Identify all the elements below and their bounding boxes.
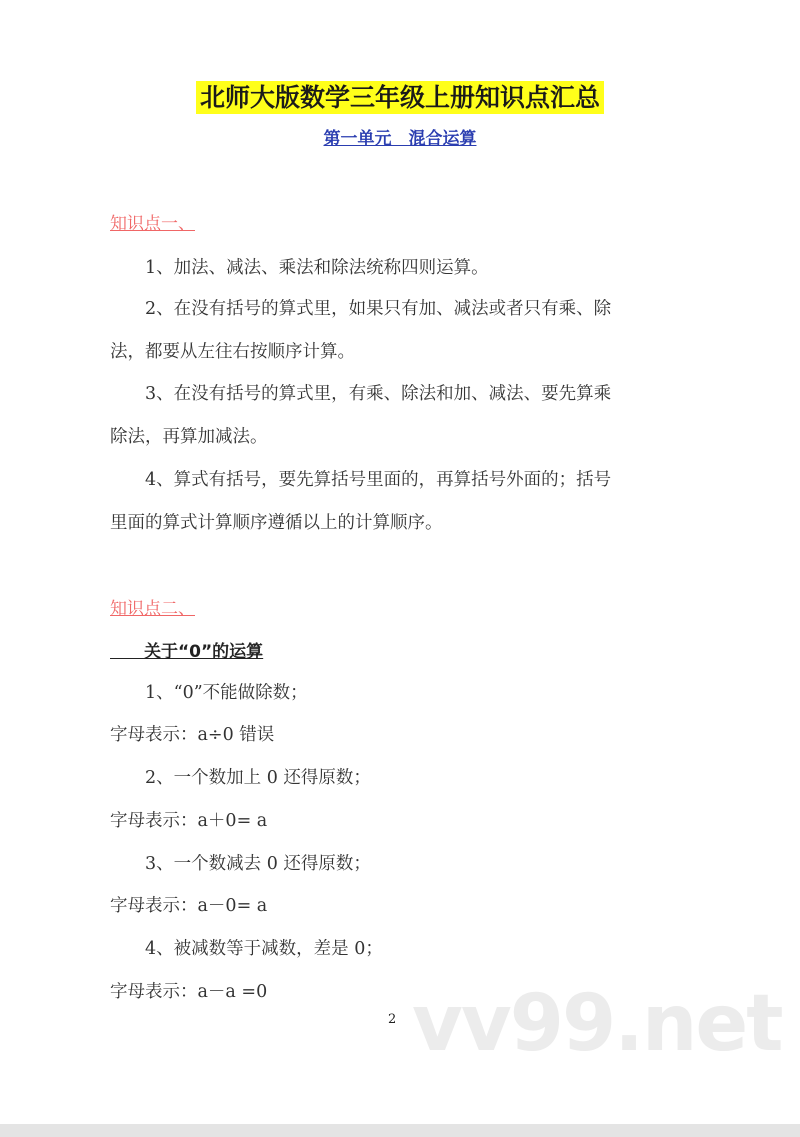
paragraph-line: 4、算式有括号，要先算括号里面的，再算括号外面的；括号 (145, 470, 612, 490)
paragraph-line: 里面的算式计算顺序遵循以上的计算顺序。 (110, 513, 443, 533)
page-number: 2 (388, 1012, 397, 1027)
title-text: 北师大版数学三年级上册知识点汇总 (196, 81, 604, 114)
rule-line: 3、一个数减去 0 还得原数； (145, 854, 371, 874)
paragraph-line: 法，都要从左往右按顺序计算。 (110, 342, 355, 362)
unit-subtitle: 第一单元 混合运算 (323, 129, 477, 149)
formula-line: 字母表示：a÷0 错误 (110, 725, 275, 745)
paragraph-line: 1、加法、减法、乘法和除法统称四则运算。 (145, 258, 489, 278)
paragraph-line: 除法，再算加减法。 (110, 427, 268, 447)
section2-subheading: 关于“0”的运算 (110, 642, 264, 662)
document-title (0, 78, 800, 114)
section1-heading: 知识点一、 (110, 214, 195, 234)
formula-line: 字母表示：a＋0= a (110, 811, 268, 831)
formula-line: 字母表示：a－a =0 (110, 982, 268, 1002)
formula-line: 字母表示：a－0= a (110, 896, 268, 916)
paragraph-line: 2、在没有括号的算式里，如果只有加、减法或者只有乘、除 (145, 299, 612, 319)
rule-line: 2、一个数加上 0 还得原数； (145, 768, 371, 788)
page-bottom-divider (0, 1124, 800, 1137)
section2-heading: 知识点二、 (110, 599, 195, 619)
watermark: vv99.net (412, 979, 782, 1069)
rule-line: 1、“0”不能做除数； (145, 683, 308, 703)
rule-line: 4、被减数等于减数，差是 0； (145, 939, 383, 959)
paragraph-line: 3、在没有括号的算式里，有乘、除法和加、减法、要先算乘 (145, 384, 612, 404)
